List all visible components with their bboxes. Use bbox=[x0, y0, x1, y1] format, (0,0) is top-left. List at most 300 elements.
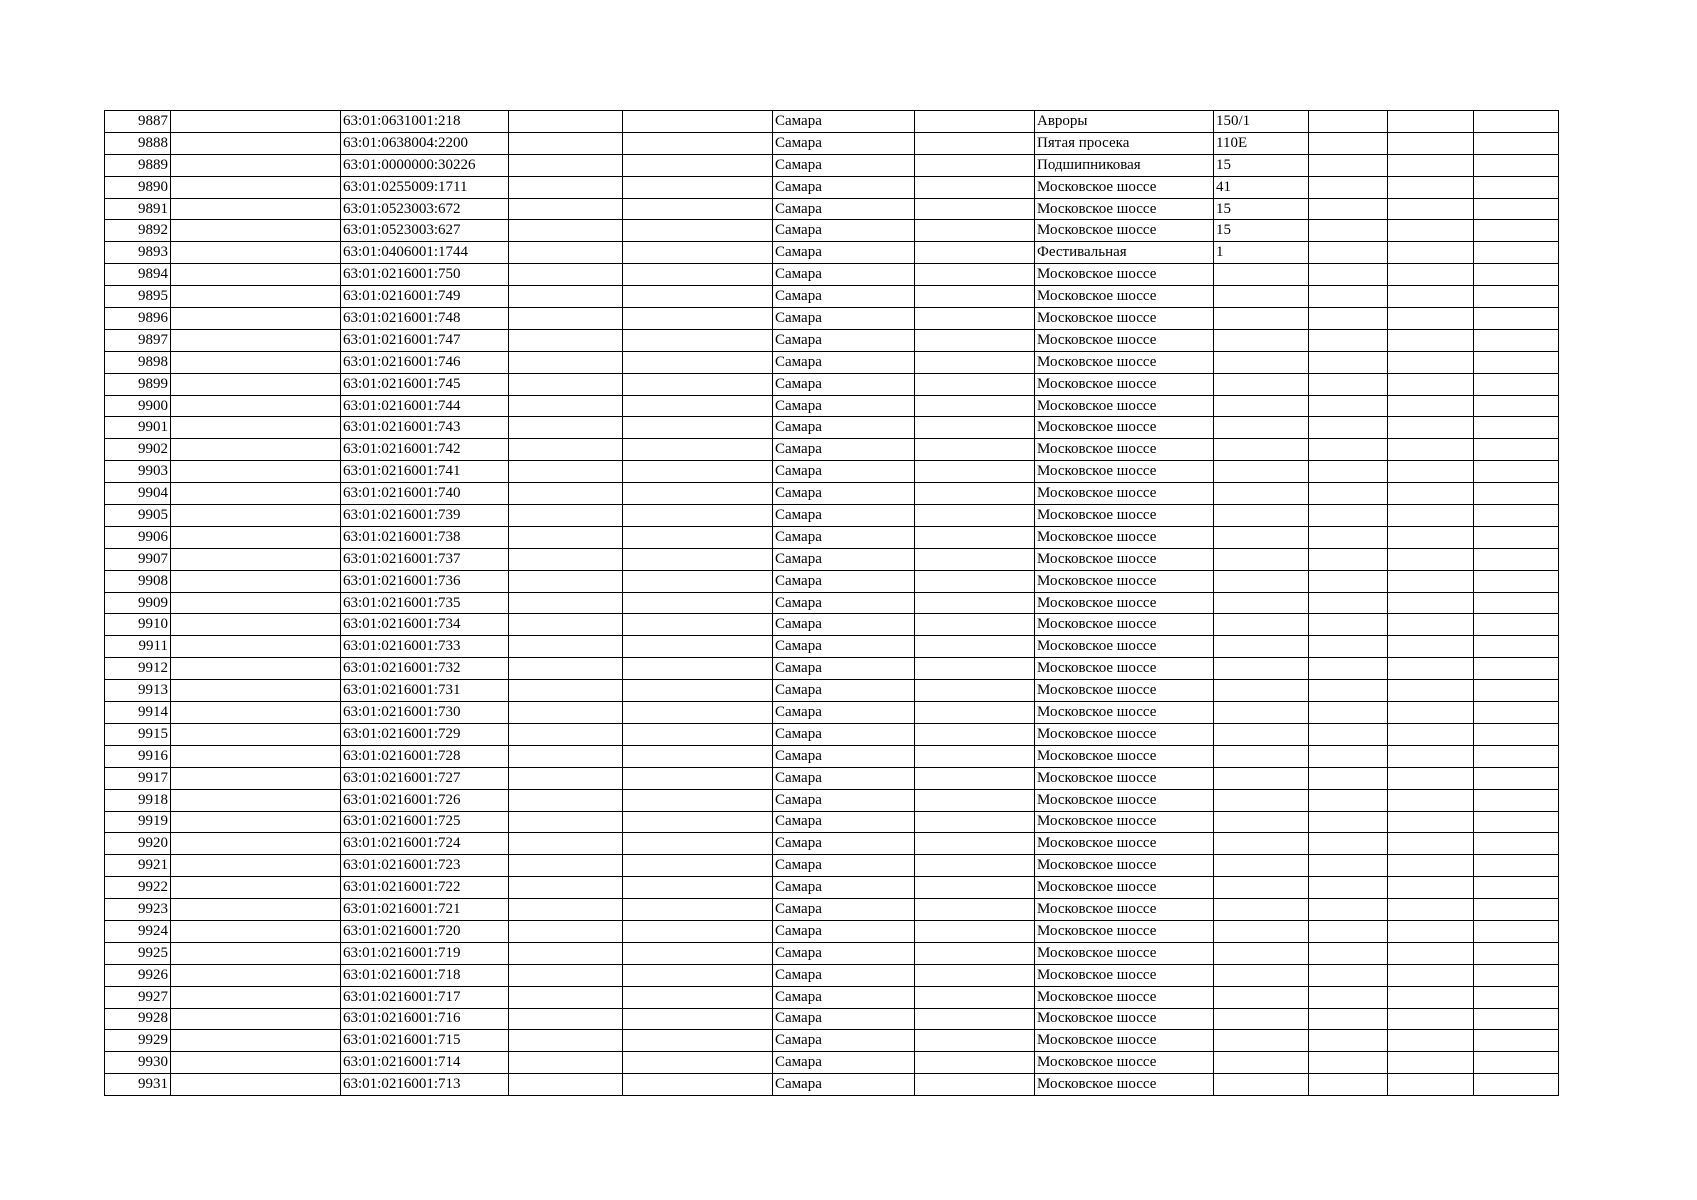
cadastral-number-cell: 63:01:0216001:737 bbox=[341, 548, 509, 570]
empty-cell bbox=[915, 680, 1035, 702]
empty-cell bbox=[1388, 592, 1474, 614]
cadastral-number-cell: 63:01:0216001:749 bbox=[341, 286, 509, 308]
house-number-cell bbox=[1214, 395, 1309, 417]
street-cell: Московское шоссе bbox=[1035, 548, 1214, 570]
table-row bbox=[105, 373, 1559, 395]
row-number-cell: 9916 bbox=[105, 745, 171, 767]
city-cell: Самара bbox=[773, 899, 915, 921]
empty-cell bbox=[915, 286, 1035, 308]
row-number-cell: 9927 bbox=[105, 986, 171, 1008]
empty-cell bbox=[623, 154, 773, 176]
empty-cell bbox=[1309, 1052, 1388, 1074]
cadastral-number-cell: 63:01:0216001:716 bbox=[341, 1008, 509, 1030]
empty-cell bbox=[915, 811, 1035, 833]
table-row bbox=[105, 308, 1559, 330]
empty-cell bbox=[1388, 373, 1474, 395]
house-number-cell bbox=[1214, 614, 1309, 636]
cadastral-number-cell: 63:01:0216001:721 bbox=[341, 899, 509, 921]
empty-cell bbox=[1309, 351, 1388, 373]
empty-cell bbox=[509, 198, 623, 220]
empty-cell bbox=[623, 658, 773, 680]
street-cell: Подшипниковая bbox=[1035, 154, 1214, 176]
empty-cell bbox=[623, 920, 773, 942]
empty-cell bbox=[171, 636, 341, 658]
empty-cell bbox=[1309, 767, 1388, 789]
empty-cell bbox=[1388, 220, 1474, 242]
street-cell: Московское шоссе bbox=[1035, 483, 1214, 505]
empty-cell bbox=[1309, 417, 1388, 439]
empty-cell bbox=[1309, 264, 1388, 286]
empty-cell bbox=[623, 111, 773, 133]
empty-cell bbox=[623, 833, 773, 855]
street-cell: Московское шоссе bbox=[1035, 723, 1214, 745]
empty-cell bbox=[1309, 198, 1388, 220]
cadastral-number-cell: 63:01:0216001:720 bbox=[341, 920, 509, 942]
table-row bbox=[105, 111, 1559, 133]
empty-cell bbox=[1388, 483, 1474, 505]
city-cell: Самара bbox=[773, 220, 915, 242]
empty-cell bbox=[509, 395, 623, 417]
city-cell: Самара bbox=[773, 745, 915, 767]
empty-cell bbox=[1474, 702, 1559, 724]
empty-cell bbox=[1388, 1074, 1474, 1096]
empty-cell bbox=[915, 395, 1035, 417]
empty-cell bbox=[1309, 614, 1388, 636]
cadastral-number-cell: 63:01:0216001:723 bbox=[341, 855, 509, 877]
table-row bbox=[105, 942, 1559, 964]
empty-cell bbox=[915, 767, 1035, 789]
empty-cell bbox=[509, 220, 623, 242]
empty-cell bbox=[171, 395, 341, 417]
empty-cell bbox=[1309, 1008, 1388, 1030]
table-row bbox=[105, 745, 1559, 767]
cadastral-number-cell: 63:01:0216001:732 bbox=[341, 658, 509, 680]
city-cell: Самара bbox=[773, 942, 915, 964]
empty-cell bbox=[1388, 1052, 1474, 1074]
table-row bbox=[105, 132, 1559, 154]
house-number-cell bbox=[1214, 702, 1309, 724]
street-cell: Московское шоссе bbox=[1035, 395, 1214, 417]
house-number-cell bbox=[1214, 417, 1309, 439]
empty-cell bbox=[1388, 789, 1474, 811]
row-number-cell: 9906 bbox=[105, 526, 171, 548]
empty-cell bbox=[171, 920, 341, 942]
city-cell: Самара bbox=[773, 964, 915, 986]
empty-cell bbox=[509, 570, 623, 592]
city-cell: Самара bbox=[773, 242, 915, 264]
cadastral-number-cell: 63:01:0216001:717 bbox=[341, 986, 509, 1008]
street-cell: Фестивальная bbox=[1035, 242, 1214, 264]
row-number-cell: 9899 bbox=[105, 373, 171, 395]
empty-cell bbox=[1388, 417, 1474, 439]
row-number-cell: 9897 bbox=[105, 329, 171, 351]
table-row bbox=[105, 636, 1559, 658]
table-row bbox=[105, 548, 1559, 570]
table-row bbox=[105, 658, 1559, 680]
row-number-cell: 9921 bbox=[105, 855, 171, 877]
empty-cell bbox=[623, 702, 773, 724]
empty-cell bbox=[623, 220, 773, 242]
empty-cell bbox=[623, 461, 773, 483]
cadastral-number-cell: 63:01:0216001:747 bbox=[341, 329, 509, 351]
empty-cell bbox=[1309, 220, 1388, 242]
empty-cell bbox=[1309, 1030, 1388, 1052]
city-cell: Самара bbox=[773, 570, 915, 592]
empty-cell bbox=[1474, 373, 1559, 395]
cadastral-number-cell: 63:01:0216001:724 bbox=[341, 833, 509, 855]
empty-cell bbox=[1388, 242, 1474, 264]
city-cell: Самара bbox=[773, 855, 915, 877]
row-number-cell: 9895 bbox=[105, 286, 171, 308]
empty-cell bbox=[171, 767, 341, 789]
empty-cell bbox=[623, 351, 773, 373]
street-cell: Московское шоссе bbox=[1035, 373, 1214, 395]
empty-cell bbox=[623, 680, 773, 702]
house-number-cell bbox=[1214, 570, 1309, 592]
row-number-cell: 9910 bbox=[105, 614, 171, 636]
house-number-cell bbox=[1214, 526, 1309, 548]
empty-cell bbox=[1388, 1030, 1474, 1052]
empty-cell bbox=[171, 570, 341, 592]
table-row bbox=[105, 964, 1559, 986]
empty-cell bbox=[915, 833, 1035, 855]
empty-cell bbox=[171, 439, 341, 461]
empty-cell bbox=[1388, 767, 1474, 789]
empty-cell bbox=[1309, 723, 1388, 745]
street-cell: Московское шоссе bbox=[1035, 899, 1214, 921]
row-number-cell: 9930 bbox=[105, 1052, 171, 1074]
empty-cell bbox=[623, 942, 773, 964]
empty-cell bbox=[171, 789, 341, 811]
empty-cell bbox=[171, 964, 341, 986]
table-row bbox=[105, 811, 1559, 833]
city-cell: Самара bbox=[773, 986, 915, 1008]
empty-cell bbox=[509, 964, 623, 986]
house-number-cell bbox=[1214, 767, 1309, 789]
empty-cell bbox=[509, 789, 623, 811]
city-cell: Самара bbox=[773, 767, 915, 789]
house-number-cell bbox=[1214, 855, 1309, 877]
empty-cell bbox=[171, 833, 341, 855]
street-cell: Московское шоссе bbox=[1035, 745, 1214, 767]
cadastral-number-cell: 63:01:0216001:725 bbox=[341, 811, 509, 833]
row-number-cell: 9891 bbox=[105, 198, 171, 220]
cadastral-number-cell: 63:01:0216001:715 bbox=[341, 1030, 509, 1052]
empty-cell bbox=[1474, 811, 1559, 833]
house-number-cell bbox=[1214, 329, 1309, 351]
table-row bbox=[105, 680, 1559, 702]
city-cell: Самара bbox=[773, 1074, 915, 1096]
empty-cell bbox=[1388, 855, 1474, 877]
cadastral-number-cell: 63:01:0523003:672 bbox=[341, 198, 509, 220]
cadastral-number-cell: 63:01:0523003:627 bbox=[341, 220, 509, 242]
city-cell: Самара bbox=[773, 811, 915, 833]
empty-cell bbox=[1388, 658, 1474, 680]
empty-cell bbox=[171, 111, 341, 133]
empty-cell bbox=[915, 242, 1035, 264]
empty-cell bbox=[509, 417, 623, 439]
empty-cell bbox=[1474, 986, 1559, 1008]
empty-cell bbox=[509, 373, 623, 395]
empty-cell bbox=[171, 132, 341, 154]
empty-cell bbox=[915, 417, 1035, 439]
house-number-cell bbox=[1214, 833, 1309, 855]
empty-cell bbox=[1474, 570, 1559, 592]
cadastral-number-cell: 63:01:0216001:745 bbox=[341, 373, 509, 395]
table-row bbox=[105, 351, 1559, 373]
house-number-cell: 15 bbox=[1214, 220, 1309, 242]
empty-cell bbox=[171, 680, 341, 702]
empty-cell bbox=[1474, 614, 1559, 636]
street-cell: Московское шоссе bbox=[1035, 461, 1214, 483]
city-cell: Самара bbox=[773, 1008, 915, 1030]
empty-cell bbox=[1474, 680, 1559, 702]
empty-cell bbox=[915, 264, 1035, 286]
row-number-cell: 9902 bbox=[105, 439, 171, 461]
street-cell: Московское шоссе bbox=[1035, 1008, 1214, 1030]
empty-cell bbox=[915, 702, 1035, 724]
empty-cell bbox=[1388, 920, 1474, 942]
cadastral-number-cell: 63:01:0216001:744 bbox=[341, 395, 509, 417]
data-table bbox=[104, 110, 1559, 1096]
empty-cell bbox=[623, 505, 773, 527]
empty-cell bbox=[1309, 439, 1388, 461]
street-cell: Авроры bbox=[1035, 111, 1214, 133]
empty-cell bbox=[171, 264, 341, 286]
row-number-cell: 9887 bbox=[105, 111, 171, 133]
empty-cell bbox=[915, 1008, 1035, 1030]
table-row bbox=[105, 1074, 1559, 1096]
empty-cell bbox=[1388, 833, 1474, 855]
city-cell: Самара bbox=[773, 548, 915, 570]
table-row bbox=[105, 920, 1559, 942]
empty-cell bbox=[623, 264, 773, 286]
city-cell: Самара bbox=[773, 614, 915, 636]
empty-cell bbox=[171, 198, 341, 220]
empty-cell bbox=[1309, 132, 1388, 154]
table-row bbox=[105, 483, 1559, 505]
empty-cell bbox=[915, 548, 1035, 570]
empty-cell bbox=[1309, 154, 1388, 176]
empty-cell bbox=[509, 920, 623, 942]
empty-cell bbox=[1388, 111, 1474, 133]
cadastral-number-cell: 63:01:0216001:722 bbox=[341, 877, 509, 899]
street-cell: Пятая просека bbox=[1035, 132, 1214, 154]
empty-cell bbox=[509, 548, 623, 570]
table-row bbox=[105, 877, 1559, 899]
house-number-cell bbox=[1214, 286, 1309, 308]
cadastral-number-cell: 63:01:0216001:740 bbox=[341, 483, 509, 505]
empty-cell bbox=[1474, 395, 1559, 417]
empty-cell bbox=[1388, 461, 1474, 483]
street-cell: Московское шоссе bbox=[1035, 986, 1214, 1008]
street-cell: Московское шоссе bbox=[1035, 964, 1214, 986]
empty-cell bbox=[623, 767, 773, 789]
empty-cell bbox=[1309, 570, 1388, 592]
cadastral-number-cell: 63:01:0638004:2200 bbox=[341, 132, 509, 154]
empty-cell bbox=[1388, 942, 1474, 964]
street-cell: Московское шоссе bbox=[1035, 811, 1214, 833]
empty-cell bbox=[509, 505, 623, 527]
empty-cell bbox=[1388, 548, 1474, 570]
empty-cell bbox=[171, 351, 341, 373]
empty-cell bbox=[509, 351, 623, 373]
empty-cell bbox=[1388, 308, 1474, 330]
row-number-cell: 9925 bbox=[105, 942, 171, 964]
table-row bbox=[105, 723, 1559, 745]
row-number-cell: 9889 bbox=[105, 154, 171, 176]
empty-cell bbox=[623, 308, 773, 330]
cadastral-number-cell: 63:01:0216001:739 bbox=[341, 505, 509, 527]
empty-cell bbox=[509, 811, 623, 833]
street-cell: Московское шоссе bbox=[1035, 658, 1214, 680]
empty-cell bbox=[509, 658, 623, 680]
house-number-cell bbox=[1214, 942, 1309, 964]
cadastral-number-cell: 63:01:0216001:733 bbox=[341, 636, 509, 658]
row-number-cell: 9917 bbox=[105, 767, 171, 789]
empty-cell bbox=[1309, 986, 1388, 1008]
empty-cell bbox=[1388, 636, 1474, 658]
empty-cell bbox=[171, 811, 341, 833]
house-number-cell bbox=[1214, 548, 1309, 570]
cadastral-number-cell: 63:01:0216001:750 bbox=[341, 264, 509, 286]
empty-cell bbox=[623, 986, 773, 1008]
empty-cell bbox=[171, 877, 341, 899]
empty-cell bbox=[509, 833, 623, 855]
city-cell: Самара bbox=[773, 833, 915, 855]
empty-cell bbox=[915, 1074, 1035, 1096]
house-number-cell: 15 bbox=[1214, 198, 1309, 220]
row-number-cell: 9896 bbox=[105, 308, 171, 330]
empty-cell bbox=[1388, 702, 1474, 724]
empty-cell bbox=[1309, 308, 1388, 330]
city-cell: Самара bbox=[773, 505, 915, 527]
row-number-cell: 9929 bbox=[105, 1030, 171, 1052]
house-number-cell bbox=[1214, 1052, 1309, 1074]
empty-cell bbox=[1474, 132, 1559, 154]
empty-cell bbox=[1388, 526, 1474, 548]
empty-cell bbox=[509, 1052, 623, 1074]
street-cell: Московское шоссе bbox=[1035, 636, 1214, 658]
empty-cell bbox=[1309, 899, 1388, 921]
empty-cell bbox=[623, 1074, 773, 1096]
street-cell: Московское шоссе bbox=[1035, 592, 1214, 614]
empty-cell bbox=[915, 789, 1035, 811]
empty-cell bbox=[509, 461, 623, 483]
empty-cell bbox=[509, 855, 623, 877]
table-row bbox=[105, 395, 1559, 417]
table-row bbox=[105, 286, 1559, 308]
empty-cell bbox=[1474, 548, 1559, 570]
empty-cell bbox=[1388, 811, 1474, 833]
row-number-cell: 9905 bbox=[105, 505, 171, 527]
empty-cell bbox=[623, 877, 773, 899]
table-row bbox=[105, 855, 1559, 877]
empty-cell bbox=[1388, 286, 1474, 308]
city-cell: Самара bbox=[773, 461, 915, 483]
house-number-cell: 1 bbox=[1214, 242, 1309, 264]
house-number-cell bbox=[1214, 1074, 1309, 1096]
empty-cell bbox=[1309, 373, 1388, 395]
cadastral-number-cell: 63:01:0216001:748 bbox=[341, 308, 509, 330]
cadastral-number-cell: 63:01:0216001:731 bbox=[341, 680, 509, 702]
empty-cell bbox=[623, 242, 773, 264]
table-row bbox=[105, 154, 1559, 176]
street-cell: Московское шоссе bbox=[1035, 1074, 1214, 1096]
cadastral-number-cell: 63:01:0216001:743 bbox=[341, 417, 509, 439]
empty-cell bbox=[1388, 505, 1474, 527]
row-number-cell: 9888 bbox=[105, 132, 171, 154]
empty-cell bbox=[1388, 329, 1474, 351]
row-number-cell: 9904 bbox=[105, 483, 171, 505]
city-cell: Самара bbox=[773, 1030, 915, 1052]
empty-cell bbox=[1309, 789, 1388, 811]
empty-cell bbox=[1309, 395, 1388, 417]
empty-cell bbox=[509, 702, 623, 724]
house-number-cell bbox=[1214, 789, 1309, 811]
row-number-cell: 9903 bbox=[105, 461, 171, 483]
city-cell: Самара bbox=[773, 111, 915, 133]
empty-cell bbox=[1388, 439, 1474, 461]
empty-cell bbox=[509, 986, 623, 1008]
row-number-cell: 9913 bbox=[105, 680, 171, 702]
street-cell: Московское шоссе bbox=[1035, 308, 1214, 330]
empty-cell bbox=[509, 592, 623, 614]
empty-cell bbox=[915, 220, 1035, 242]
empty-cell bbox=[915, 745, 1035, 767]
city-cell: Самара bbox=[773, 351, 915, 373]
empty-cell bbox=[1309, 286, 1388, 308]
empty-cell bbox=[509, 132, 623, 154]
city-cell: Самара bbox=[773, 154, 915, 176]
empty-cell bbox=[1388, 877, 1474, 899]
empty-cell bbox=[171, 658, 341, 680]
empty-cell bbox=[915, 176, 1035, 198]
empty-cell bbox=[1388, 154, 1474, 176]
empty-cell bbox=[171, 373, 341, 395]
house-number-cell bbox=[1214, 964, 1309, 986]
empty-cell bbox=[171, 1008, 341, 1030]
cadastral-number-cell: 63:01:0406001:1744 bbox=[341, 242, 509, 264]
empty-cell bbox=[509, 899, 623, 921]
house-number-cell bbox=[1214, 986, 1309, 1008]
empty-cell bbox=[915, 1052, 1035, 1074]
street-cell: Московское шоссе bbox=[1035, 702, 1214, 724]
empty-cell bbox=[1474, 1074, 1559, 1096]
empty-cell bbox=[915, 1030, 1035, 1052]
table-body bbox=[105, 111, 1559, 1096]
empty-cell bbox=[915, 505, 1035, 527]
table-row bbox=[105, 614, 1559, 636]
cadastral-number-cell: 63:01:0216001:726 bbox=[341, 789, 509, 811]
table-row bbox=[105, 176, 1559, 198]
empty-cell bbox=[623, 899, 773, 921]
empty-cell bbox=[171, 329, 341, 351]
empty-cell bbox=[171, 1074, 341, 1096]
house-number-cell bbox=[1214, 745, 1309, 767]
empty-cell bbox=[171, 242, 341, 264]
row-number-cell: 9901 bbox=[105, 417, 171, 439]
empty-cell bbox=[1309, 833, 1388, 855]
empty-cell bbox=[1474, 439, 1559, 461]
table-row bbox=[105, 702, 1559, 724]
cadastral-number-cell: 63:01:0216001:730 bbox=[341, 702, 509, 724]
street-cell: Московское шоссе bbox=[1035, 439, 1214, 461]
city-cell: Самара bbox=[773, 658, 915, 680]
empty-cell bbox=[171, 483, 341, 505]
empty-cell bbox=[915, 132, 1035, 154]
street-cell: Московское шоссе bbox=[1035, 833, 1214, 855]
